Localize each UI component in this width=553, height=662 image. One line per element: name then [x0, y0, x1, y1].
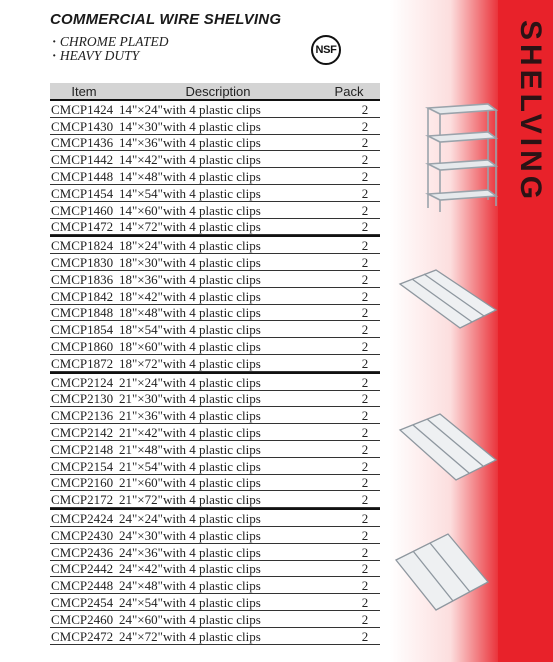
table-row: [50, 168, 380, 185]
table-row: [50, 355, 380, 372]
item-description: 24"×60"with 4 plastic clips: [117, 613, 351, 628]
item-pack: 2: [350, 409, 380, 424]
table-row: [50, 374, 380, 391]
item-description: 24"×72"with 4 plastic clips: [117, 630, 351, 645]
item-code: CMCP2154: [50, 460, 117, 475]
table-row: [50, 254, 380, 271]
item-pack: 2: [350, 613, 380, 628]
row-group: [50, 508, 380, 644]
table-row: [50, 321, 380, 338]
item-code: CMCP1854: [50, 323, 117, 338]
item-code: CMCP1872: [50, 357, 117, 372]
feature-item: · CHROME PLATED: [52, 35, 169, 49]
table-row: [50, 458, 380, 475]
item-code: CMCP1460: [50, 204, 117, 219]
table-row: [50, 544, 380, 561]
row-group: [50, 235, 380, 371]
table-row: [50, 305, 380, 322]
item-pack: 2: [350, 136, 380, 151]
table-row: [50, 611, 380, 628]
table-row: [50, 424, 380, 441]
item-description: 14"×36"with 4 plastic clips: [117, 136, 351, 151]
item-code: CMCP2442: [50, 562, 117, 577]
table-row: [50, 407, 380, 424]
item-pack: 2: [350, 630, 380, 645]
item-description: 24"×24"with 4 plastic clips: [117, 512, 351, 527]
item-code: CMCP2172: [50, 493, 117, 508]
shelving-unit-image: [418, 100, 500, 215]
item-pack: 2: [350, 120, 380, 135]
item-description: 21"×42"with 4 plastic clips: [117, 426, 351, 441]
table-row: [50, 475, 380, 492]
item-code: CMCP2424: [50, 512, 117, 527]
product-table: [50, 83, 380, 645]
item-code: CMCP1842: [50, 290, 117, 305]
item-code: CMCP1830: [50, 256, 117, 271]
table-row: [50, 237, 380, 254]
item-pack: 2: [350, 426, 380, 441]
side-label: SHELVING: [514, 20, 547, 204]
item-description: 24"×30"with 4 plastic clips: [117, 529, 351, 544]
item-description: 21"×72"with 4 plastic clips: [117, 493, 351, 508]
item-code: CMCP1860: [50, 340, 117, 355]
item-code: CMCP1824: [50, 239, 117, 254]
item-description: 21"×54"with 4 plastic clips: [117, 460, 351, 475]
item-description: 21"×24"with 4 plastic clips: [117, 376, 351, 391]
table-row: [50, 185, 380, 202]
item-pack: 2: [350, 103, 380, 118]
table-row: [50, 491, 380, 508]
item-code: CMCP1448: [50, 170, 117, 185]
table-row: [50, 391, 380, 408]
item-pack: 2: [350, 187, 380, 202]
table-header: [50, 83, 380, 99]
item-pack: 2: [350, 512, 380, 527]
item-pack: 2: [350, 476, 380, 491]
row-group: [50, 99, 380, 235]
item-pack: 2: [350, 340, 380, 355]
item-code: CMCP2148: [50, 443, 117, 458]
item-code: CMCP2160: [50, 476, 117, 491]
item-code: CMCP1472: [50, 220, 117, 235]
item-pack: 2: [350, 204, 380, 219]
item-pack: 2: [350, 256, 380, 271]
item-code: CMCP2454: [50, 596, 117, 611]
item-description: 18"×48"with 4 plastic clips: [117, 306, 351, 321]
item-code: CMCP1430: [50, 120, 117, 135]
item-pack: 2: [350, 357, 380, 372]
item-pack: 2: [350, 596, 380, 611]
item-code: CMCP1454: [50, 187, 117, 202]
header-description: Description: [185, 83, 251, 99]
table-row: [50, 219, 380, 236]
table-row: [50, 527, 380, 544]
item-pack: 2: [350, 579, 380, 594]
item-pack: 2: [350, 306, 380, 321]
item-code: CMCP2436: [50, 546, 117, 561]
item-code: CMCP2130: [50, 392, 117, 407]
item-code: CMCP1424: [50, 103, 117, 118]
item-description: 21"×60"with 4 plastic clips: [117, 476, 351, 491]
nsf-logo: NSF: [311, 35, 341, 65]
item-code: CMCP1436: [50, 136, 117, 151]
table-row: [50, 594, 380, 611]
item-description: 21"×30"with 4 plastic clips: [117, 392, 351, 407]
item-description: 14"×30"with 4 plastic clips: [117, 120, 351, 135]
table-row: [50, 561, 380, 578]
item-description: 14"×24"with 4 plastic clips: [117, 103, 351, 118]
page-title: COMMERCIAL WIRE SHELVING: [50, 11, 282, 28]
table-row: [50, 628, 380, 645]
item-description: 24"×54"with 4 plastic clips: [117, 596, 351, 611]
item-description: 14"×54"with 4 plastic clips: [117, 187, 351, 202]
item-description: 18"×42"with 4 plastic clips: [117, 290, 351, 305]
item-code: CMCP2142: [50, 426, 117, 441]
item-description: 21"×36"with 4 plastic clips: [117, 409, 351, 424]
item-code: CMCP2472: [50, 630, 117, 645]
table-body: [50, 99, 380, 645]
item-description: 14"×60"with 4 plastic clips: [117, 204, 351, 219]
item-pack: 2: [350, 153, 380, 168]
item-description: 21"×48"with 4 plastic clips: [117, 443, 351, 458]
item-description: 24"×42"with 4 plastic clips: [117, 562, 351, 577]
wire-shelf-image: [396, 408, 500, 488]
item-description: 18"×72"with 4 plastic clips: [117, 357, 351, 372]
table-row: [50, 338, 380, 355]
item-code: CMCP2136: [50, 409, 117, 424]
item-description: 18"×30"with 4 plastic clips: [117, 256, 351, 271]
item-description: 14"×42"with 4 plastic clips: [117, 153, 351, 168]
table-row: [50, 510, 380, 527]
item-pack: 2: [350, 460, 380, 475]
item-description: 18"×24"with 4 plastic clips: [117, 239, 351, 254]
table-row: [50, 288, 380, 305]
item-pack: 2: [350, 493, 380, 508]
item-description: 18"×36"with 4 plastic clips: [117, 273, 351, 288]
table-row: [50, 118, 380, 135]
wire-shelf-image: [392, 530, 492, 614]
item-description: 24"×36"with 4 plastic clips: [117, 546, 351, 561]
item-pack: 2: [350, 392, 380, 407]
table-row: [50, 101, 380, 118]
item-pack: 2: [350, 239, 380, 254]
item-description: 14"×72"with 4 plastic clips: [117, 220, 351, 235]
item-code: CMCP2124: [50, 376, 117, 391]
item-pack: 2: [350, 170, 380, 185]
item-code: CMCP2448: [50, 579, 117, 594]
row-group: [50, 372, 380, 508]
item-pack: 2: [350, 529, 380, 544]
item-pack: 2: [350, 323, 380, 338]
wire-shelf-image: [396, 264, 500, 334]
item-description: 24"×48"with 4 plastic clips: [117, 579, 351, 594]
item-pack: 2: [350, 220, 380, 235]
item-pack: 2: [350, 290, 380, 305]
item-pack: 2: [350, 546, 380, 561]
item-code: CMCP2460: [50, 613, 117, 628]
header-pack: Pack: [334, 83, 364, 99]
table-row: [50, 441, 380, 458]
table-row: [50, 202, 380, 219]
table-row: [50, 135, 380, 152]
item-pack: 2: [350, 562, 380, 577]
item-description: 18"×60"with 4 plastic clips: [117, 340, 351, 355]
feature-item: · HEAVY DUTY: [52, 49, 169, 63]
item-pack: 2: [350, 376, 380, 391]
item-description: 18"×54"with 4 plastic clips: [117, 323, 351, 338]
table-row: [50, 271, 380, 288]
header-item: Item: [71, 83, 97, 99]
item-code: CMCP2430: [50, 529, 117, 544]
item-code: CMCP1848: [50, 306, 117, 321]
table-row: [50, 151, 380, 168]
item-code: CMCP1836: [50, 273, 117, 288]
item-description: 14"×48"with 4 plastic clips: [117, 170, 351, 185]
feature-list: [52, 35, 169, 63]
item-pack: 2: [350, 273, 380, 288]
item-pack: 2: [350, 443, 380, 458]
item-code: CMCP1442: [50, 153, 117, 168]
table-row: [50, 577, 380, 594]
